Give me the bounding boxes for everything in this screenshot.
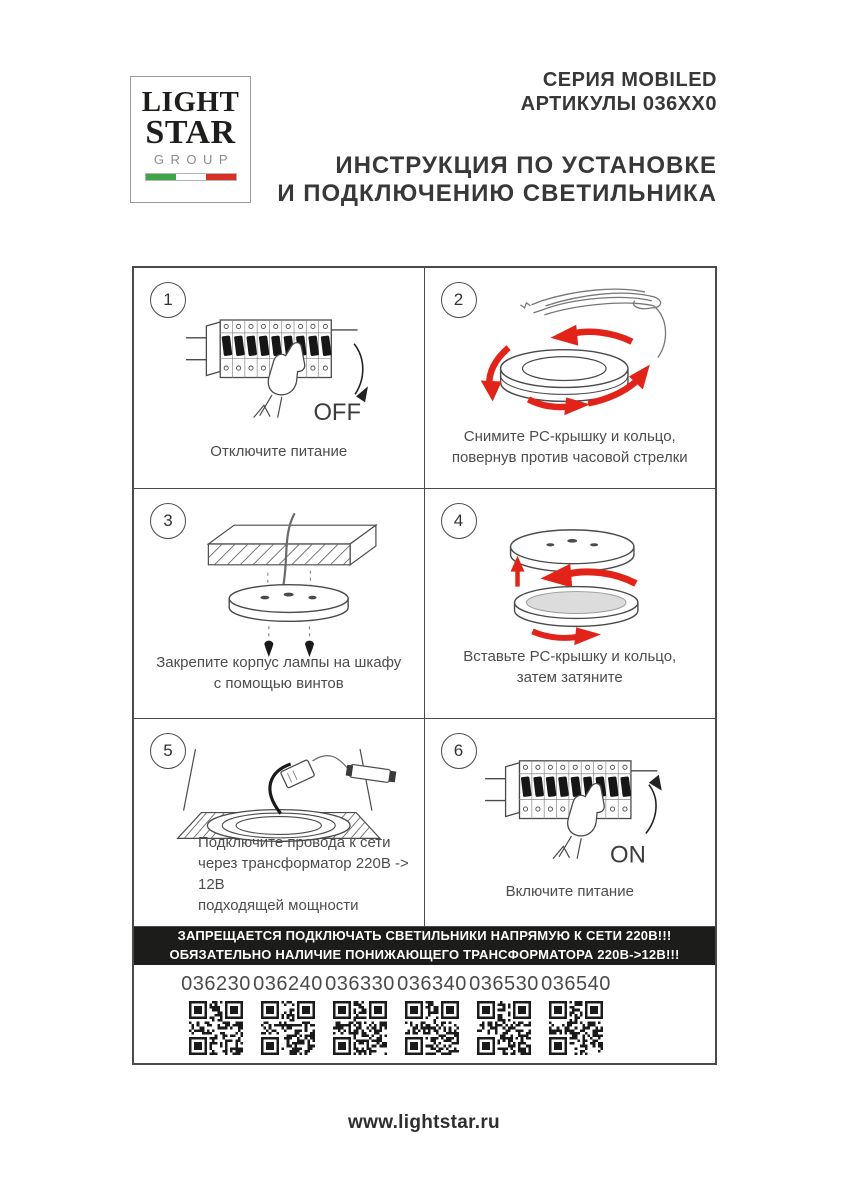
warning-banner [134,927,715,965]
article-item [540,973,612,1055]
connector [280,760,314,789]
title-line-1: ИНСТРУКЦИЯ ПО УСТАНОВКЕ [335,152,717,179]
qr-code [477,1001,531,1055]
page-title [277,152,717,209]
step-cell-4 [425,489,716,719]
pc-cover [510,530,633,572]
warning-line-2: ОБЯЗАТЕЛЬНО НАЛИЧИЕ ПОНИЖАЮЩЕГО ТРАНСФОРМАТОРА 220В->12В!!! [169,947,680,962]
transformer [346,764,397,784]
article-item [180,973,252,1055]
series-title [277,68,717,116]
step-caption: Включите питание [505,883,634,900]
step-caption: Закрепите корпус лампы на шкафу с помощью винтов [156,654,402,692]
step-number-badge: 6 [441,733,477,769]
step-number-badge: 1 [150,282,186,318]
warning-line-1: ЗАПРЕЩАЕТСЯ ПОДКЛЮЧАТЬ СВЕТИЛЬНИКИ НАПРЯМУЮ К СЕТИ 220В!!! [177,928,672,944]
articles-row [134,965,715,1063]
step-cell-5 [134,719,425,927]
step-number-badge: 3 [150,503,186,539]
thin-wire [312,756,348,769]
puck-light [500,350,627,402]
page-header [277,68,717,209]
step-cell-2 [425,268,716,489]
article-number: 036530 [469,973,539,995]
article-item [324,973,396,1055]
qr-code [333,1001,387,1055]
grid-row-3 [134,719,715,927]
logo-word-group: GROUP [153,152,235,168]
step-caption: Вставьте РС-крышку и кольцо, затем затяните [463,648,677,686]
step-cell-6 [425,719,716,927]
series-line-1: СЕРИЯ MOBILED [542,69,717,91]
flag-red-stripe [206,174,236,180]
article-number: 036230 [181,973,251,995]
step-cell-3 [134,489,425,719]
qr-code [549,1001,603,1055]
series-line-2: АРТИКУЛЫ 036ХХ0 [520,93,717,115]
on-label: ON [609,841,646,869]
grid-row-1 [134,268,715,489]
off-label: OFF [313,399,362,427]
flag-green-stripe [146,174,176,180]
step-number-badge: 4 [441,503,477,539]
grid-row-2 [134,489,715,719]
article-item [396,973,468,1055]
qr-code [405,1001,459,1055]
qr-code [189,1001,243,1055]
ring [514,587,637,627]
flag-white-stripe [176,174,206,180]
title-line-2: И ПОДКЛЮЧЕНИЮ СВЕТИЛЬНИКА [277,180,717,208]
footer-url: www.lightstar.ru [348,1112,500,1133]
lightstar-logo [130,76,251,203]
article-number: 036330 [325,973,395,995]
step-caption: Снимите РС-крышку и кольцо, повернув против часовой стрелки [451,428,688,466]
article-item [468,973,540,1055]
article-number: 036340 [397,973,467,995]
qr-code [261,1001,315,1055]
step-cell-1 [134,268,425,489]
logo-word-star: STAR [145,114,236,151]
article-item [252,973,324,1055]
instruction-grid [132,266,717,1065]
italian-flag-icon [145,173,237,181]
article-number: 036240 [253,973,323,995]
article-number: 036540 [541,973,611,995]
step-number-badge: 2 [441,282,477,318]
lamp-body [229,585,348,622]
step-caption: Отключите питание [210,443,348,460]
step-caption: Подключите провода к сети через трансформатор 220В -> 12В подходящей мощности [198,834,409,914]
step-number-badge: 5 [150,733,186,769]
logo-word-light: LIGHT [141,86,240,118]
